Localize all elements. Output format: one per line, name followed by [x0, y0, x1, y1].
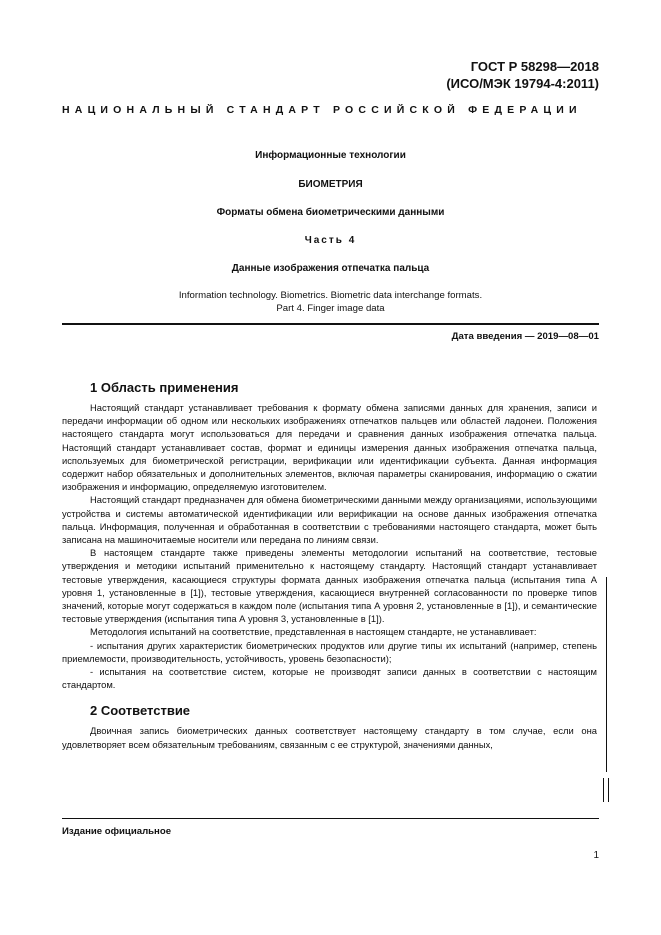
revision-marker: [608, 778, 609, 802]
title-line-5: Данные изображения отпечатка пальца: [231, 263, 430, 274]
paragraph: Настоящий стандарт устанавливает требования к формату обмена записями данных для хранения, записи и передачи информации об одном или нескольких изображениях отпечатков пальцев или областей ладонеи. Положения настоящего стандарта могут использоваться для передачи и сравнения данных изображения отпечатка пальца. Настоящий стандарт устанавливает состав, формат и единицы измерения данных изображения отпечатка пальца, используемых для биометрической регистрации, верификации или идентификации субъекта. Данная информация содержит набор обязательных и дополнительных элементов, включая параметры сканирования, информацию о сжатии изображения и информацию, определяемую изготовителем.: [62, 402, 597, 493]
page-number: 1: [593, 850, 599, 861]
title-line-2: БИОМЕТРИЯ: [298, 179, 363, 190]
revision-marker: [606, 577, 607, 772]
list-item: - испытания других характеристик биометрических продуктов или другие типы их испытаний (например, степень приемлемости, производительность, устойчивость, уровень безопасности);: [62, 639, 597, 664]
english-title-2: Part 4. Finger image data: [276, 303, 385, 314]
title-line-3: Форматы обмена биометрическими данными: [216, 207, 445, 218]
document-body: [62, 380, 597, 751]
official-edition-label: Издание официальное: [62, 826, 172, 837]
english-title-1: Information technology. Biometrics. Biometric data interchange formats.: [178, 290, 483, 301]
standard-code: ГОСТ Р 58298—2018: [470, 59, 599, 74]
list-item: - испытания на соответствие систем, которые не производят записи данных в соответствии с настоящим стандартом.: [62, 666, 597, 691]
iso-code: (ИСО/МЭК 19794-4:2011): [446, 76, 599, 91]
title-part: Часть 4: [304, 235, 357, 246]
title-block: [62, 150, 599, 315]
paragraph: В настоящем стандарте также приведены элементы методологии испытаний на соответствие, тестовые утверждения и методики испытаний применительно к настоящему стандарту. Настоящий стандарт устанавливает тестовые утверждения, касающиеся структуры формата данных изображения отпечатка пальца (испытания типа А уровня 1, установленные в [1]), тестовые утверждения, касающиеся внутренней согласованности по проверке типов значений, которые могут содержаться в каждом поле (испытания типа А уровня 2, установленные в [1]), и семантические тестовые утверждения (испытания типа А уровня 3, установленные в [1]).: [62, 547, 597, 625]
paragraph: Методология испытаний на соответствие, представленная в настоящем стандарте, не устанавливает:: [90, 626, 537, 638]
revision-marker: [603, 778, 604, 802]
paragraph: Двоичная запись биометрических данных соответствует настоящему стандарту в том случае, если она удовлетворяет всем обязательным требованиям, связанным с ее структурой, значениями данных,: [62, 725, 597, 750]
section-1-heading: 1 Область применения: [90, 380, 239, 395]
introduction-date: Дата введения — 2019—08—01: [451, 331, 599, 342]
title-divider: [62, 323, 599, 325]
standard-designation: [446, 58, 599, 92]
national-standard-banner: НАЦИОНАЛЬНЫЙ СТАНДАРТ РОССИЙСКОЙ ФЕДЕРАЦИИ: [62, 104, 582, 116]
footer-divider: [62, 818, 599, 819]
paragraph: Настоящий стандарт предназначен для обмена биометрическими данными между организациями, использующими устройства и системы автоматической идентификации или верификации на основе данных изображения отпечатка пальца. Информация, полученная и обработанная в соответствии с требованиями настоящего стандарта, может быть записана на машиночитаемые носители или передана по линиям связи.: [62, 494, 597, 546]
section-2-heading: 2 Соответствие: [90, 703, 191, 719]
title-line-1: Информационные технологии: [255, 150, 406, 161]
